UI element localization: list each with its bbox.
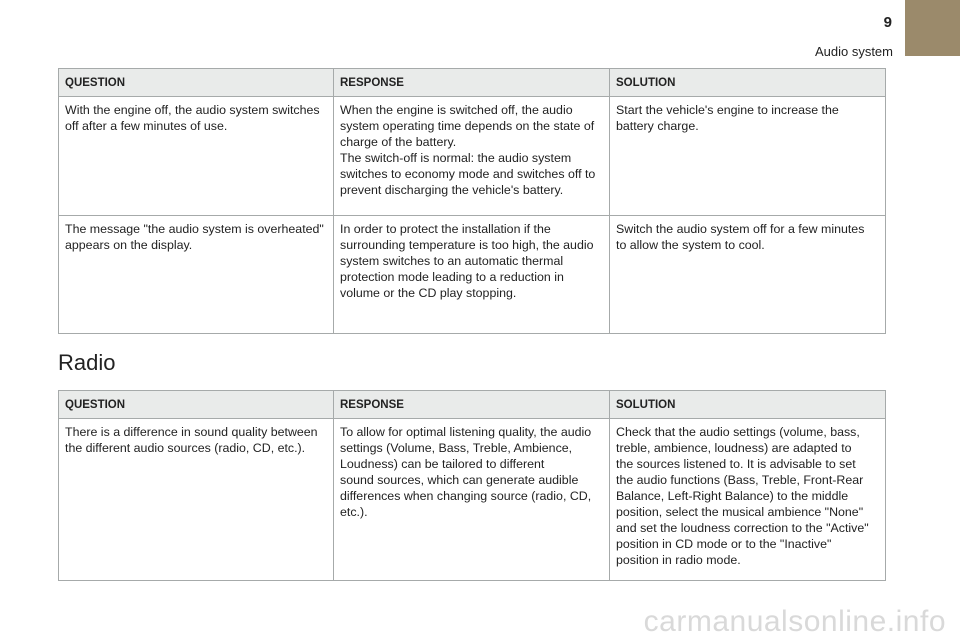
page-number: 9	[883, 14, 892, 31]
column-header-solution: SOLUTION	[610, 391, 886, 419]
question-text: The message "the audio system is overheated" appears on the display.	[65, 222, 324, 252]
response-cell	[334, 97, 610, 216]
response-text: To allow for optimal listening quality, the audio settings (Volume, Bass, Treble, Ambience, Loudness) can be tailored to different sound sources, which can generate audible differences when changing source (radio, CD, etc.).	[340, 425, 592, 519]
response-cell	[334, 419, 610, 581]
table-header-row	[59, 69, 886, 97]
response-text: When the engine is switched off, the audio system operating time depends on the state of charge of the battery. The switch-off is normal: the audio system switches to economy mode and switches off to prevent discharging the vehicle's battery.	[340, 103, 596, 197]
table-row	[59, 97, 886, 216]
column-header-question: QUESTION	[59, 391, 334, 419]
radio-troubleshooting-table	[58, 390, 886, 581]
audio-troubleshooting-table	[58, 68, 886, 334]
question-cell	[59, 419, 334, 581]
column-header-solution: SOLUTION	[610, 69, 886, 97]
table-row	[59, 419, 886, 581]
table-row	[59, 216, 886, 334]
question-text: With the engine off, the audio system switches off after a few minutes of use.	[65, 103, 320, 133]
question-cell	[59, 216, 334, 334]
column-header-response: RESPONSE	[334, 391, 610, 419]
solution-cell	[610, 419, 886, 581]
question-text: There is a difference in sound quality between the different audio sources (radio, CD, etc.).	[65, 425, 318, 455]
section-header: Audio system	[814, 44, 893, 59]
column-header-response: RESPONSE	[334, 69, 610, 97]
solution-text: Switch the audio system off for a few minutes to allow the system to cool.	[616, 222, 865, 252]
response-text: In order to protect the installation if the surrounding temperature is too high, the audio system switches to an automatic thermal protection mode leading to a reduction in volume or the CD play stopping.	[340, 222, 594, 300]
solution-cell	[610, 216, 886, 334]
radio-heading: Radio	[58, 350, 116, 375]
question-cell	[59, 97, 334, 216]
solution-text: Start the vehicle's engine to increase the battery charge.	[616, 103, 839, 133]
table-header-row	[59, 391, 886, 419]
solution-text: Check that the audio settings (volume, bass, treble, ambience, loudness) are adapted to the sources listened to. It is advisable to set the audio functions (Bass, Treble, Front-Rear Balance, Left-Right Balance) to the middle position, select the musical ambience "None" and set the loudness correction to the "Active" position in CD mode or to the "Inactive" position in radio mode.	[616, 425, 869, 567]
response-cell	[334, 216, 610, 334]
solution-cell	[610, 97, 886, 216]
watermark: carmanualsonline.info	[643, 605, 946, 638]
corner-tab	[905, 0, 960, 56]
column-header-question: QUESTION	[59, 69, 334, 97]
